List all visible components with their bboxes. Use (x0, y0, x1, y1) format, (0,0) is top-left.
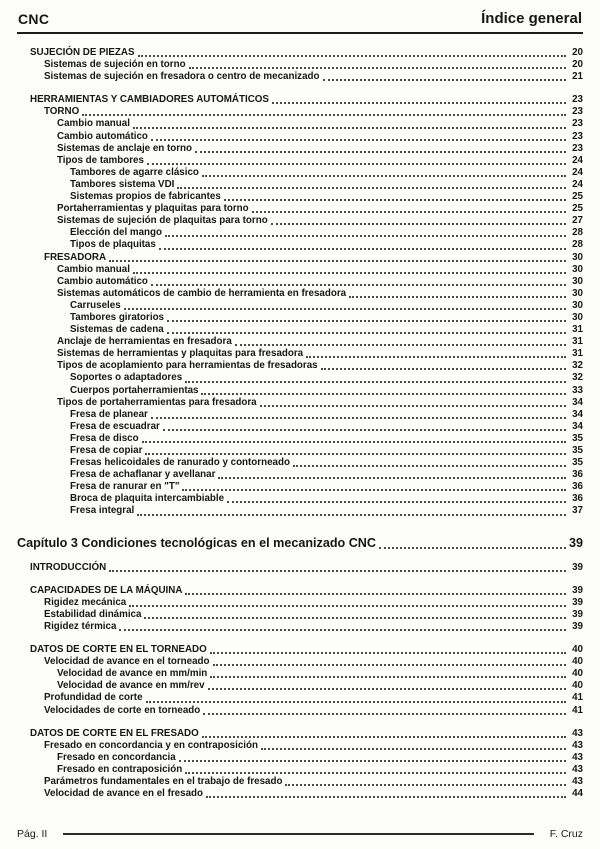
toc-entry (17, 348, 583, 360)
toc-entry (17, 336, 583, 348)
toc-entry-label: Tipos de portaherramientas para fresadora (57, 396, 257, 408)
dot-leader (182, 489, 566, 491)
toc-page-number: 43 (572, 763, 583, 775)
toc-entry (17, 215, 583, 227)
dot-leader (185, 593, 566, 595)
dot-leader (379, 547, 566, 549)
toc-entry (17, 59, 583, 71)
toc-entry (17, 227, 583, 239)
toc-page-number: 34 (572, 420, 583, 432)
toc-page-number: 43 (572, 751, 583, 763)
toc-page-number: 35 (572, 457, 583, 469)
dot-leader (293, 465, 566, 467)
toc-entry (17, 609, 583, 621)
toc-page-number: 43 (572, 727, 583, 739)
toc-entry (17, 668, 583, 680)
toc-entry-label: Portaherramientas y plaquitas para torno (57, 203, 249, 215)
toc-entry (17, 562, 583, 574)
toc-entry (17, 585, 583, 597)
dot-leader (213, 664, 566, 666)
toc-entry-label: Profundidad de corte (44, 692, 143, 704)
toc-entry-label: Fresa de achaflanar y avellanar (70, 469, 216, 481)
toc-page-number: 23 (572, 106, 583, 118)
toc-entry (17, 680, 583, 692)
toc-page-number: 31 (572, 348, 583, 360)
toc-entry-label: Fresas helicoidales de ranurado y contorneado (70, 457, 290, 469)
toc-page-number: 37 (572, 505, 583, 517)
toc-entry (17, 179, 583, 191)
footer-rule (63, 833, 533, 835)
toc-page-number: 30 (572, 311, 583, 323)
toc-entry-label: Capítulo 3 Condiciones tecnológicas en el mecanizado CNC (17, 535, 376, 550)
toc-entry-label: Tipos de tambores (57, 154, 144, 166)
toc-entry-label: Cambio automático (57, 130, 148, 142)
toc-entry (17, 143, 583, 155)
toc-entry-label: Fresado en concordancia y en contraposición (44, 739, 258, 751)
toc-entry (17, 776, 583, 788)
toc-page-number: 36 (572, 493, 583, 505)
toc-entry (17, 155, 583, 167)
toc-entry-label: Fresado en concordancia (57, 751, 176, 763)
toc-page-number: 39 (572, 608, 583, 620)
toc-page-number: 35 (572, 432, 583, 444)
header-rule (17, 32, 583, 34)
toc-entry-label: Sistemas de sujeción en torno (44, 59, 186, 71)
dot-leader (261, 748, 566, 750)
toc-page-number: 30 (572, 299, 583, 311)
toc-entry-label: DATOS DE CORTE EN EL FRESADO (30, 727, 199, 739)
toc-entry-label: Broca de plaquita intercambiable (70, 493, 225, 505)
toc-page-number: 40 (572, 668, 583, 680)
toc-entry (17, 505, 583, 517)
toc-entry-label: HERRAMIENTAS Y CAMBIADORES AUTOMÁTICOS (30, 94, 269, 106)
toc-entry (17, 360, 583, 372)
toc-page-number: 34 (572, 408, 583, 420)
toc-page-number: 28 (572, 239, 583, 251)
toc-entry-label: DATOS DE CORTE EN EL TORNEADO (30, 644, 207, 656)
toc-entry (17, 288, 583, 300)
toc-entry (17, 264, 583, 276)
dot-leader (203, 713, 566, 715)
toc-entry (17, 94, 583, 106)
toc-entry-label: FRESADORA (44, 251, 107, 263)
toc-entry (17, 692, 583, 704)
dot-leader (218, 477, 566, 479)
toc-entry-label: Tambores de agarre clásico (70, 166, 199, 178)
toc-page-number: 44 (572, 788, 583, 800)
dot-leader (109, 570, 566, 572)
dot-leader (202, 175, 566, 177)
dot-leader (147, 163, 566, 165)
toc-page-number: 30 (572, 263, 583, 275)
toc-entry-label: Anclaje de herramientas en fresadora (57, 336, 232, 348)
dot-leader (195, 151, 566, 153)
dot-leader (165, 235, 566, 237)
footer-page-label: Pág. II (17, 828, 48, 840)
dot-leader (145, 453, 566, 455)
toc-entry (17, 421, 583, 433)
toc-entry (17, 644, 583, 656)
toc-entry-label: Sistemas de cadena (70, 324, 164, 336)
toc-entry (17, 656, 583, 668)
dot-leader (201, 393, 566, 395)
toc-page-number: 23 (572, 94, 583, 106)
dot-leader (271, 223, 566, 225)
toc-entry (17, 252, 583, 264)
toc-page-number: 27 (572, 215, 583, 227)
dot-leader (252, 211, 566, 213)
dot-leader (185, 381, 566, 383)
toc-entry-label: Cambio manual (57, 118, 130, 130)
toc-page-number: 24 (572, 178, 583, 190)
toc-entry (17, 481, 583, 493)
toc-entry (17, 433, 583, 445)
header-right-title: Índice general (481, 10, 582, 27)
dot-leader (124, 308, 566, 310)
toc-entry (17, 71, 583, 83)
toc-page-number: 23 (572, 130, 583, 142)
dot-leader (224, 199, 566, 201)
toc-entry (17, 191, 583, 203)
dot-leader (321, 368, 566, 370)
dot-leader (208, 688, 566, 690)
toc-entry (17, 469, 583, 481)
toc-page-number: 25 (572, 203, 583, 215)
toc-entry-label: Tipos de plaquitas (70, 239, 156, 251)
dot-leader (349, 296, 566, 298)
toc-entry-label: Velocidad de avance en el fresado (44, 788, 203, 800)
toc-page-number: 28 (572, 227, 583, 239)
toc-entry (17, 445, 583, 457)
toc-entry-label: Estabilidad dinámica (44, 608, 142, 620)
toc-entry-label: SUJECIÓN DE PIEZAS (30, 47, 135, 58)
toc-entry-label: Soportes o adaptadores (70, 372, 183, 384)
toc-entry-label: Fresa de escuadrar (70, 420, 160, 432)
toc-page-number: 20 (572, 47, 583, 58)
toc-page-number: 39 (572, 584, 583, 596)
dot-leader (163, 429, 566, 431)
toc-entry-label: Tipos de acoplamiento para herramientas de fresadoras (57, 360, 318, 372)
toc-entry-label: Fresa integral (70, 505, 135, 517)
toc-entry-label: Cambio automático (57, 275, 148, 287)
dot-leader (260, 405, 566, 407)
toc-entry-label: Elección del mango (70, 227, 163, 239)
dot-leader (144, 617, 566, 619)
toc-page-number: 23 (572, 118, 583, 130)
toc-entry-label: TORNO (44, 106, 80, 118)
dot-leader (151, 417, 566, 419)
footer-author: F. Cruz (549, 828, 583, 840)
toc-entry-label: Rigidez mecánica (44, 596, 127, 608)
toc-page-number: 41 (572, 704, 583, 716)
table-of-contents (17, 47, 583, 800)
dot-leader (210, 676, 566, 678)
dot-leader (235, 344, 566, 346)
toc-entry (17, 752, 583, 764)
toc-entry-label: Velocidad de avance en mm/min (57, 668, 208, 680)
toc-page-number: 43 (572, 739, 583, 751)
toc-entry (17, 409, 583, 421)
toc-page-number: 40 (572, 656, 583, 668)
dot-leader (177, 187, 566, 189)
toc-entry (17, 728, 583, 740)
toc-page-number: 33 (572, 384, 583, 396)
toc-page-number: 30 (572, 275, 583, 287)
toc-page-number: 31 (572, 336, 583, 348)
toc-entry (17, 621, 583, 633)
dot-leader (285, 784, 566, 786)
page-footer (17, 828, 583, 840)
dot-leader (210, 652, 566, 654)
dot-leader (272, 102, 566, 104)
dot-leader (82, 114, 566, 116)
toc-entry-label: INTRODUCCIÓN (30, 561, 107, 573)
toc-entry (17, 493, 583, 505)
dot-leader (202, 736, 566, 738)
toc-page-number: 39 (572, 620, 583, 632)
dot-leader (133, 272, 566, 274)
toc-entry-label: Cuerpos portaherramientas (70, 384, 199, 396)
toc-entry (17, 167, 583, 179)
toc-entry-label: Parámetros fundamentales en el trabajo de fresado (44, 775, 283, 787)
toc-entry (17, 705, 583, 717)
dot-leader (151, 284, 566, 286)
dot-leader (129, 605, 566, 607)
toc-page-number: 24 (572, 154, 583, 166)
toc-entry-label: Sistemas propios de fabricantes (70, 191, 221, 203)
toc-entry-label: Carruseles (70, 299, 121, 311)
toc-entry (17, 239, 583, 251)
dot-leader (137, 514, 566, 516)
toc-entry (17, 47, 583, 59)
toc-page-number: 40 (572, 680, 583, 692)
header-left-title: CNC (18, 11, 50, 27)
toc-entry (17, 788, 583, 800)
dot-leader (323, 79, 567, 81)
toc-entry (17, 457, 583, 469)
toc-entry-label: Sistemas de herramientas y plaquitas para fresadora (57, 348, 304, 360)
toc-entry (17, 106, 583, 118)
toc-entry (17, 300, 583, 312)
toc-page-number: 31 (572, 324, 583, 336)
toc-entry (17, 397, 583, 409)
toc-entry (17, 203, 583, 215)
toc-page-number: 30 (572, 251, 583, 263)
dot-leader (146, 701, 566, 703)
toc-entry-label: Fresa de planear (70, 408, 148, 420)
toc-page-number: 24 (572, 166, 583, 178)
toc-entry-label: Velocidad de avance en el torneado (44, 656, 210, 668)
toc-entry (17, 312, 583, 324)
toc-page-number: 30 (572, 287, 583, 299)
toc-page-number: 23 (572, 142, 583, 154)
dot-leader (109, 260, 566, 262)
toc-page-number: 36 (572, 469, 583, 481)
toc-entry (17, 597, 583, 609)
toc-entry-label: Rigidez térmica (44, 620, 117, 632)
toc-page-number: 25 (572, 191, 583, 203)
dot-leader (185, 772, 566, 774)
toc-page-number: 40 (572, 644, 583, 656)
toc-entry-label: Tambores giratorios (70, 311, 164, 323)
toc-page-number: 35 (572, 445, 583, 456)
toc-entry-label: Fresa de disco (70, 432, 139, 444)
toc-page-number: 41 (572, 692, 583, 704)
dot-leader (189, 67, 566, 69)
dot-leader (306, 356, 566, 358)
toc-page-number: 39 (572, 596, 583, 608)
toc-entry-label: Sistemas automáticos de cambio de herramienta en fresadora (57, 287, 347, 299)
toc-entry-label: CAPACIDADES DE LA MÁQUINA (30, 584, 183, 596)
toc-entry-label: Sistemas de sujeción en fresadora o centro de mecanizado (44, 71, 320, 83)
toc-entry-label: Fresa de copiar (70, 445, 143, 456)
toc-page-number: 20 (572, 59, 583, 71)
toc-entry-label: Tambores sistema VDI (70, 178, 175, 190)
toc-page-number: 39 (568, 535, 583, 550)
toc-page-number: 34 (572, 396, 583, 408)
dot-leader (167, 320, 566, 322)
toc-page-number: 43 (572, 775, 583, 787)
toc-entry (17, 276, 583, 288)
toc-entry (17, 324, 583, 336)
toc-page-number: 32 (572, 372, 583, 384)
toc-entry (17, 764, 583, 776)
toc-entry-label: Cambio manual (57, 263, 130, 275)
dot-leader (151, 139, 566, 141)
toc-entry (17, 385, 583, 397)
dot-leader (133, 127, 566, 129)
dot-leader (227, 501, 566, 503)
dot-leader (167, 332, 566, 334)
dot-leader (206, 796, 566, 798)
toc-entry (17, 131, 583, 143)
toc-page-number: 21 (572, 71, 583, 83)
toc-page-number: 39 (572, 561, 583, 573)
toc-entry-label: Sistemas de sujeción de plaquitas para torno (57, 215, 268, 227)
dot-leader (142, 441, 566, 443)
toc-entry-label: Velocidades de corte en torneado (44, 704, 201, 716)
dot-leader (119, 629, 566, 631)
toc-entry (17, 740, 583, 752)
dot-leader (159, 248, 566, 250)
toc-page-number: 36 (572, 481, 583, 493)
toc-entry (17, 118, 583, 130)
toc-entry-label: Fresa de ranurar en "T" (70, 481, 180, 493)
toc-page-number: 32 (572, 360, 583, 372)
page-header (17, 6, 583, 32)
toc-entry-label: Velocidad de avance en mm/rev (57, 680, 205, 692)
toc-entry (17, 372, 583, 384)
dot-leader (138, 55, 566, 57)
dot-leader (179, 760, 566, 762)
toc-entry-label: Fresado en contraposición (57, 763, 183, 775)
toc-chapter-entry (17, 535, 583, 551)
toc-entry-label: Sistemas de anclaje en torno (57, 142, 193, 154)
